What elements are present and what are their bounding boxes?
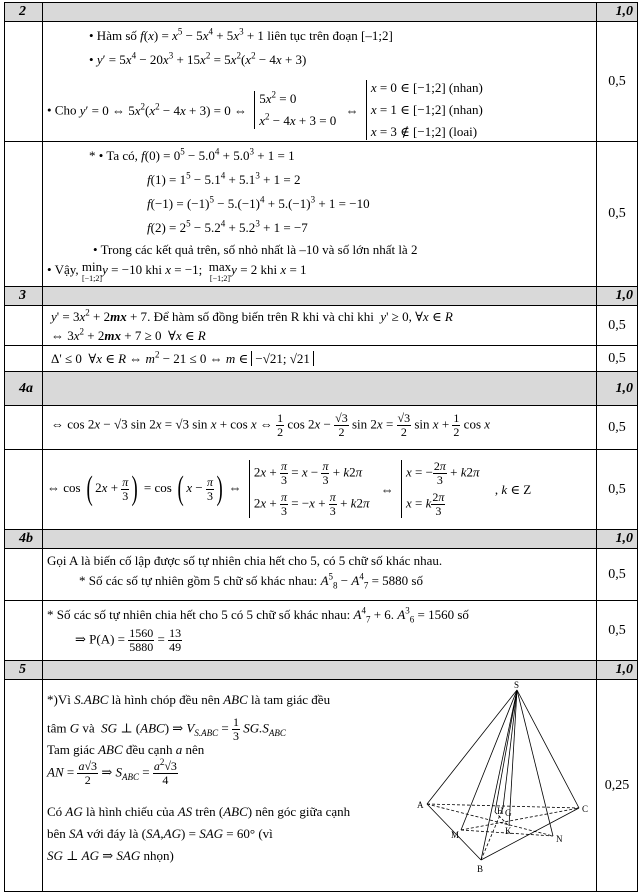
answer-row-2b [5, 142, 638, 287]
text-line: * Số các số tự nhiên gồm 5 chữ số khác nhau: $A^5_8 - A^4_7 = 5880$ số [79, 571, 423, 591]
text-line: • Cho y′ = 0 ⇔ $5x^2(x^2 - 4x + 3) = 0$ ⇔ $5x^2 = 0$ $x^2 - 4x + 3 = 0$ ⇔ x = 0 ∈ [−1;2] (nhan) x = 1 ∈ [−1;2] (nhan) x = 3 ∉ [−1;2] (loai) [47, 80, 483, 139]
label-K: K [505, 826, 512, 836]
text-line: $y' = 3x^2 + 2mx + 7$. Để hàm số đồng biến trên R khi và chỉ khi y' ≥ 0, ∀x ∈ R [51, 307, 453, 324]
text-line: ⇔ cos ( 2x + $\frac{\pi}{3}$ ) = cos ( x − $\frac{\pi}{3}$ ) ⇔ 2x + $\frac{\pi}{3}$ = x − $\frac{\pi}{3}$ + k2π 2x + $\frac{\pi}{3}$ = −x + $\frac{\pi}{3}$ + k2π ⇔ x = − $\frac{2\pi}{3}$ + k2π x = k $\frac{2\pi}{3}$ , k ∈ Z [47, 459, 532, 518]
grading-table [4, 2, 638, 892]
label-M: M [451, 830, 460, 840]
answer-row-4a-1 [5, 406, 638, 450]
score-cell: 0,25 [597, 680, 638, 892]
text-line: Δ' ≤ 0 ∀x ∈ R ⇔ $m^2 - 21 \le 0$ ⇔ m ∈ −√21; √21 [51, 351, 314, 366]
text-line: ⇒ P(A) = $\frac{1560}{5880}$ = $\frac{13}{49}$ [75, 626, 182, 654]
text-line: * • Ta có, $f(0) = 0^5 - 5.0^4 + 5.0^3 + 1 = 1$ [89, 146, 295, 163]
text-line: • Vậy, min [−1;2]y = −10 khi x = −1; max [−1;2]y = 2 khi x = 1 [47, 259, 307, 283]
label-S: S [514, 680, 520, 690]
section-number: 3 [5, 287, 43, 306]
text-line: bên SA với đáy là (SA,AG) = SAG = 60° (vì [47, 826, 273, 841]
section-points: 1,0 [597, 372, 638, 406]
section-points: 1,0 [597, 530, 638, 549]
text-line: Có AG là hình chiếu của AS trên (ABC) nên góc giữa cạnh [47, 804, 351, 819]
label-N: N [556, 834, 563, 844]
text-line: $f(2) = 2^5 - 5.2^4 + 5.2^3 + 1 = -7$ [147, 218, 308, 235]
section-header-4b [5, 530, 638, 549]
pyramid-figure [393, 680, 593, 892]
label-G: G [505, 808, 512, 818]
answer-row-4b-2 [5, 601, 638, 661]
text-line: ⇔ $3x^2 + 2mx + 7 \ge 0$ ∀x ∈ R [51, 326, 206, 343]
section-points: 1,0 [597, 661, 638, 680]
text-line: * Số các số tự nhiên chia hết cho 5 có 5 chữ số khác nhau: $A^4_7 + 6$. $A^3_6 = 1560$ số [47, 605, 469, 625]
answer-content [43, 142, 597, 287]
score-cell: 0,5 [597, 601, 638, 661]
answer-content [43, 549, 597, 601]
text-line: • Trong các kết quả trên, số nhỏ nhất là –10 và số lớn nhất là 2 [93, 242, 418, 257]
answer-content [43, 601, 597, 661]
answer-content [43, 406, 597, 450]
answer-row-2a [5, 22, 638, 142]
score-cell: 0,5 [597, 346, 638, 372]
answer-row-3a [5, 306, 638, 346]
label-H: H [497, 806, 504, 816]
answer-row-4a-2 [5, 450, 638, 530]
answer-content [43, 306, 597, 346]
text-line: $f(1) = 1^5 - 5.1^4 + 5.1^3 + 1 = 2$ [147, 170, 301, 187]
text-line: ⇔ cos 2x − √3 sin 2x = √3 sin x + cos x ⇔ $\frac{1}{2}$ cos 2x − $\frac{√3}{2}$ sin 2x = $\frac{√3}{2}$ sin x + $\frac{1}{2}$ cos x [51, 411, 491, 439]
answer-content [43, 450, 597, 530]
text-line: Tam giác ABC đều cạnh a nên [47, 742, 205, 757]
label-C: C [582, 804, 589, 814]
section-header-4a [5, 372, 638, 406]
section-header-2 [5, 3, 638, 22]
answer-row-4b-1 [5, 549, 638, 601]
score-cell: 0,5 [597, 142, 638, 287]
score-cell: 0,5 [597, 306, 638, 346]
section-header-3 [5, 287, 638, 306]
text-line: tâm G và SG ⊥ (ABC) ⇒ $V_{S.ABC}$ = $\frac{1}{3}$ $SG.S_{ABC}$ [47, 715, 286, 743]
answer-content [43, 22, 597, 142]
section-number: 4b [5, 530, 43, 549]
text-line: *)Vì S.ABC là hình chóp đều nên ABC là tam giác đều [47, 692, 331, 707]
text-line: Gọi A là biến cố lập được số tự nhiên chia hết cho 5, có 5 chữ số khác nhau. [47, 553, 443, 568]
score-cell: 0,5 [597, 549, 638, 601]
answer-row-5 [5, 680, 638, 892]
text-line: $f(-1) = (-1)^5 - 5.(-1)^4 + 5.(-1)^3 + 1 = -10$ [147, 194, 370, 211]
answer-content [43, 680, 597, 892]
score-cell: 0,5 [597, 22, 638, 142]
section-header-5 [5, 661, 638, 680]
section-points: 1,0 [597, 287, 638, 306]
label-A: A [417, 800, 424, 810]
section-number: 2 [5, 3, 43, 22]
text-line: SG ⊥ AG ⇒ SAG nhọn) [47, 848, 174, 863]
section-number: 5 [5, 661, 43, 680]
label-B: B [477, 864, 484, 874]
section-number: 4a [5, 372, 43, 406]
text-line: AN = $\frac{a√3}{2}$ ⇒ $S_{ABC}$ = $\frac{a^2√3}{4}$ [47, 757, 177, 787]
text-line: • Hàm số $f(x) = x^5 - 5x^4 + 5x^3 + 1$ liên tục trên đoạn [–1;2] [89, 26, 393, 43]
section-points: 1,0 [597, 3, 638, 22]
text-line: • $y' = 5x^4 - 20x^3 + 15x^2 = 5x^2(x^2 - 4x + 3)$ [89, 50, 307, 67]
answer-content [43, 346, 597, 372]
score-cell: 0,5 [597, 406, 638, 450]
answer-row-3b [5, 346, 638, 372]
score-cell: 0,5 [597, 450, 638, 530]
